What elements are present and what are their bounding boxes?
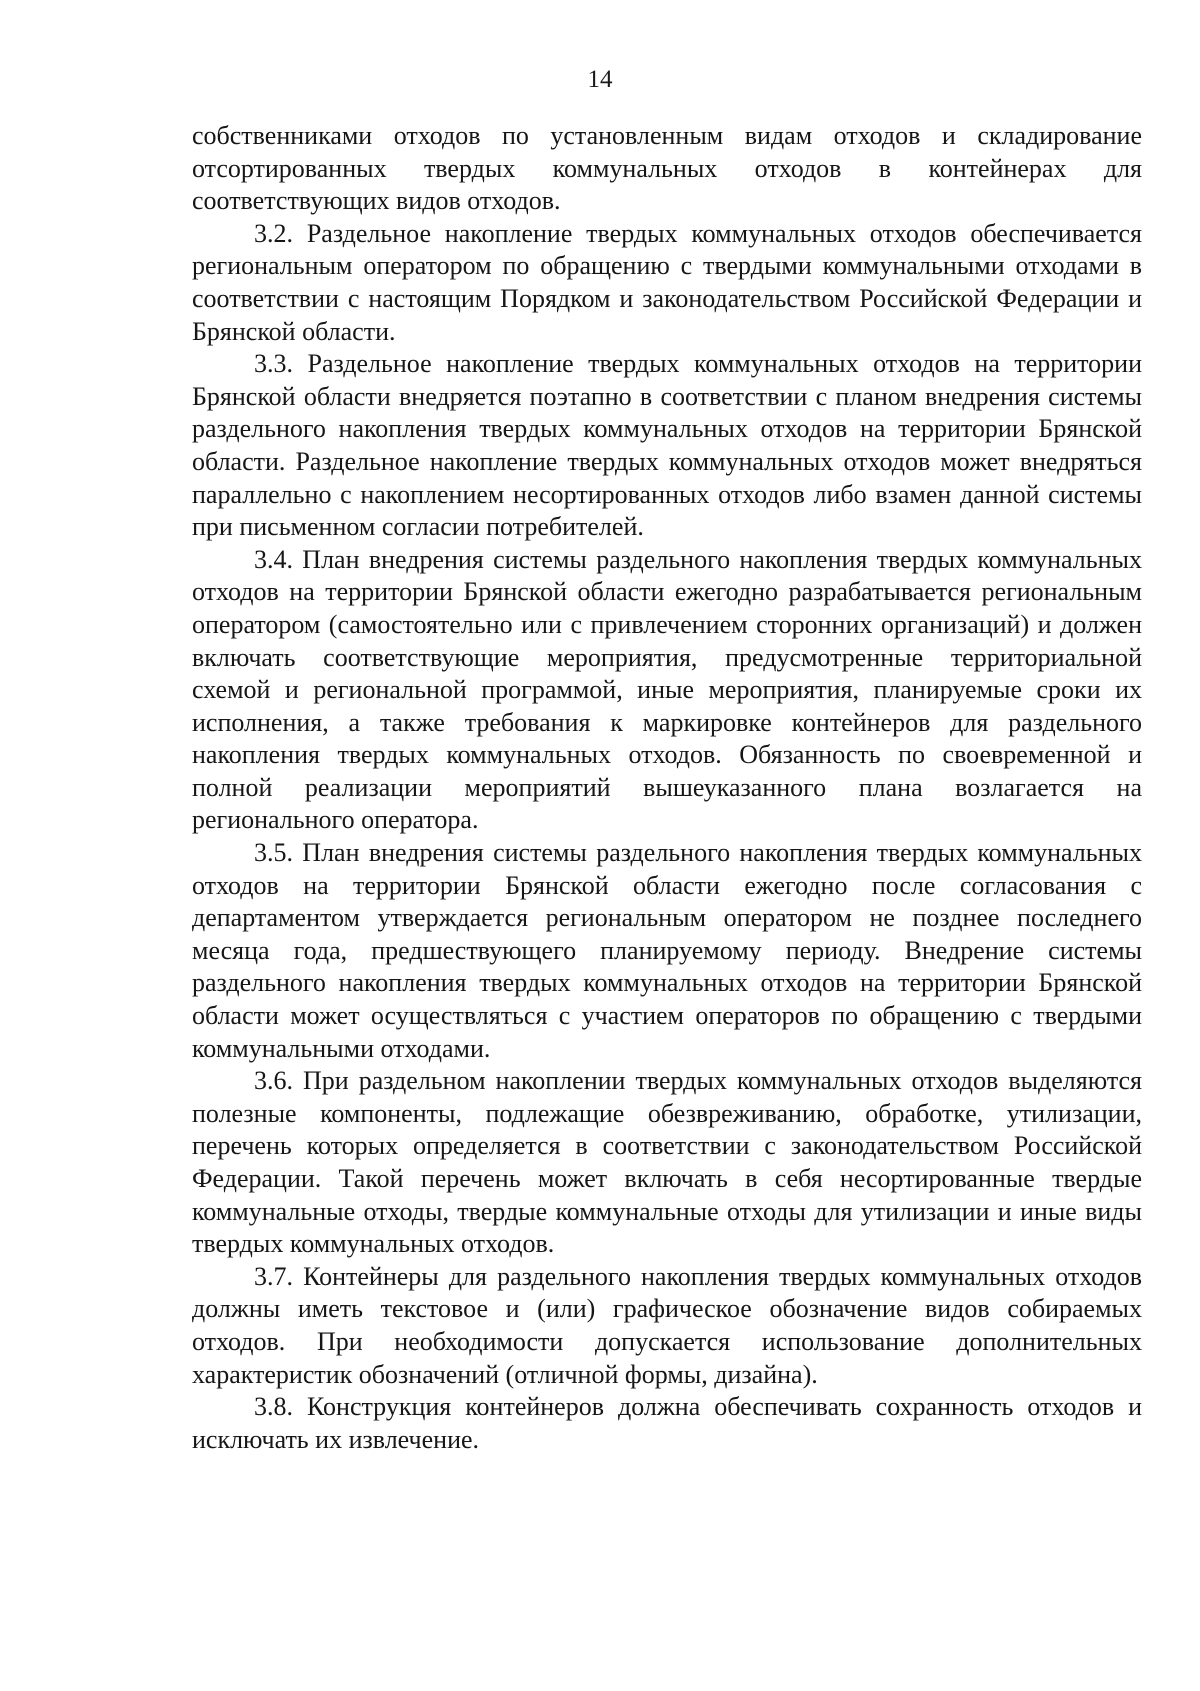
- paragraph-3-4: 3.4. План внедрения системы раздельного накопления твердых коммунальных отходов на территории Брянской области ежегодно разрабатывается региональным оператором (самостоятельно или с привлечением сторонних организаций) и должен включать соответствующие мероприятия, предусмотренные территориальной схемой и региональной программой, иные мероприятия, планируемые сроки их исполнения, а также требования к маркировке контейнеров для раздельного накопления твердых коммунальных отходов. Обязанность по своевременной и полной реализации мероприятий вышеуказанного плана возлагается на регионального оператора.: [192, 544, 1142, 835]
- paragraph-3-5: 3.5. План внедрения системы раздельного накопления твердых коммунальных отходов на территории Брянской области ежегодно после согласования с департаментом утверждается региональным оператором не позднее последнего месяца года, предшествующего планируемому периоду. Внедрение системы раздельного накопления твердых коммунальных отходов на территории Брянской области может осуществляться с участием операторов по обращению с твердыми коммунальными отходами.: [192, 838, 1142, 1063]
- paragraph-3-2: 3.2. Раздельное накопление твердых коммунальных отходов обеспечивается региональным оператором по обращению с твердыми коммунальными отходами в соответствии с настоящим Порядком и законодательством Российской Федерации и Брянской области.: [192, 218, 1142, 346]
- page-number: 14: [587, 66, 613, 93]
- paragraph-3-3: 3.3. Раздельное накопление твердых коммунальных отходов на территории Брянской области внедряется поэтапно в соответствии с планом внедрения системы раздельного накопления твердых коммунальных отходов на территории Брянской области. Раздельное накопление твердых коммунальных отходов может внедряться параллельно с накоплением несортированных отходов либо взамен данной системы при письменном согласии потребителей.: [192, 349, 1142, 542]
- document-body: [192, 120, 1142, 1456]
- paragraph-3-7: 3.7. Контейнеры для раздельного накопления твердых коммунальных отходов должны иметь текстовое и (или) графическое обозначение видов собираемых отходов. При необходимости допускается использование дополнительных характеристик обозначений (отличной формы, дизайна).: [192, 1261, 1142, 1389]
- paragraph-continuation: собственниками отходов по установленным видам отходов и складирование отсортированных твердых коммунальных отходов в контейнерах для соответствующих видов отходов.: [192, 121, 1142, 216]
- paragraph-3-8: 3.8. Конструкция контейнеров должна обеспечивать сохранность отходов и исключать их извлечение.: [192, 1392, 1142, 1454]
- paragraph-3-6: 3.6. При раздельном накоплении твердых коммунальных отходов выделяются полезные компоненты, подлежащие обезвреживанию, обработке, утилизации, перечень которых определяется в соответствии с законодательством Российской Федерации. Такой перечень может включать в себя несортированные твердые коммунальные отходы, твердые коммунальные отходы для утилизации и иные виды твердых коммунальных отходов.: [192, 1066, 1142, 1259]
